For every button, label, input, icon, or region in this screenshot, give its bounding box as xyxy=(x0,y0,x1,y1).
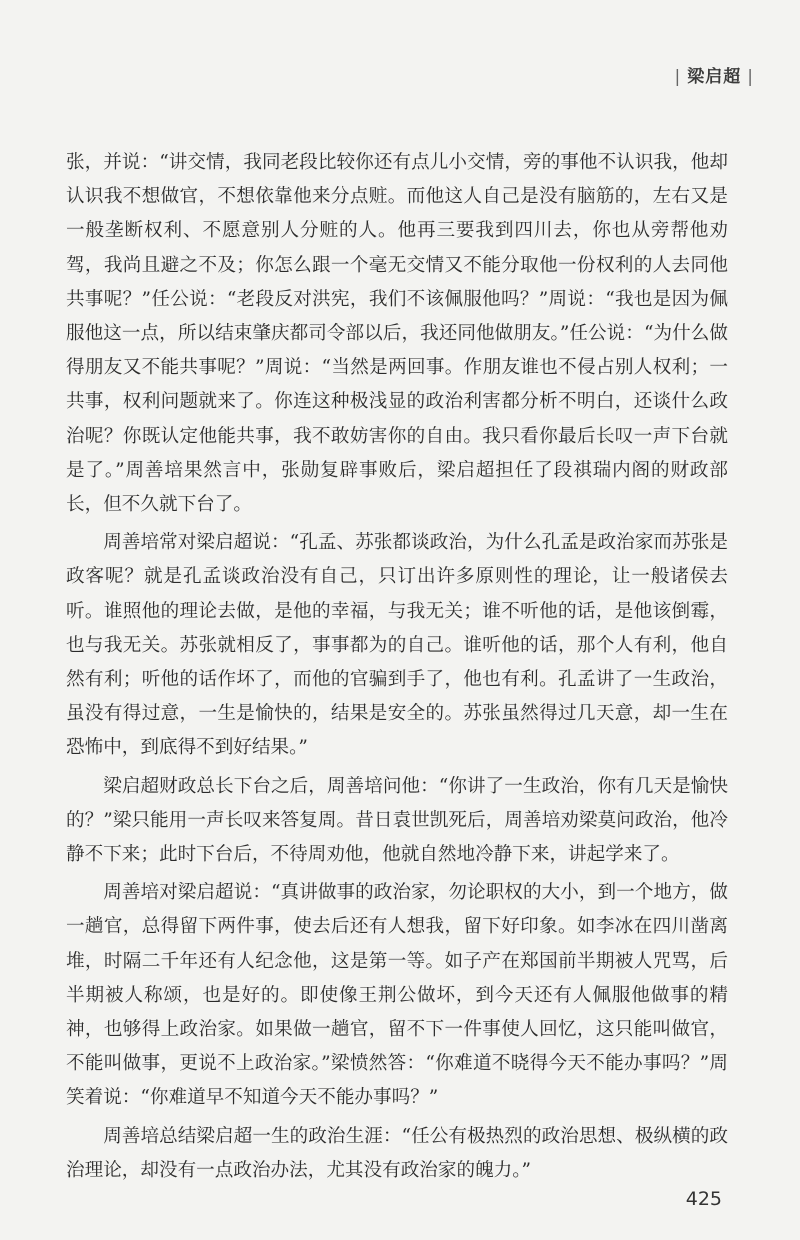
header-right-bar: | xyxy=(747,67,754,87)
header-left-bar: | xyxy=(674,67,682,87)
running-header xyxy=(669,62,760,87)
paragraph: 周善培常对梁启超说：“孔孟、苏张都谈政治，为什么孔孟是政治家而苏张是政客呢？就是孔孟谈政治没有自己，只订出许多原则性的理论，让一般诸侯去听。谁照他的理论去做，是他的幸福，与我无关；谁不听他的话，是他该倒霉，也与我无关。苏张就相反了，事事都为的自己。谁听他的话，那个人有利，他自然有利；听他的话作坏了，而他的官骗到手了，他也有利。孔孟讲了一生政治，虽没有得过意，一生是愉快的，结果是安全的。苏张虽然得过几天意，却一生在恐怖中，到底得不到好结果。” xyxy=(66,532,728,759)
body-text xyxy=(66,146,728,1192)
paragraph: 梁启超财政总长下台之后，周善培问他：“你讲了一生政治，你有几天是愉快的？”梁只能用一声长叹来答复周。昔日袁世凯死后，周善培劝梁莫问政治，他冷静不下来；此时下台后，不待周劝他，他就自然地冷静下来，讲起学来了。 xyxy=(66,775,728,866)
paragraph: 周善培总结梁启超一生的政治生涯：“任公有极热烈的政治思想、极纵横的政治理论，却没有一点政治办法，尤其没有政治家的魄力。” xyxy=(66,1125,728,1181)
chapter-title: 梁启超 xyxy=(687,67,742,87)
paragraph: 张，并说：“讲交情，我同老段比较你还有点儿小交情，旁的事他不认识我，他却认识我不想做官，不想依靠他来分点赃。而他这人自己是没有脑筋的，左右又是一般垄断权利、不愿意别人分赃的人。他再三要我到四川去，你也从旁帮他劝驾，我尚且避之不及；你怎么跟一个毫无交情又不能分取他一份权利的人去同他共事呢？”任公说：“老段反对洪宪，我们不该佩服他吗？”周说：“我也是因为佩服他这一点，所以结束肇庆都司令部以后，我还同他做朋友。”任公说：“为什么做得朋友又不能共事呢？”周说：“当然是两回事。作朋友谁也不侵占别人权利；一共事，权利问题就来了。你连这种极浅显的政治利害都分析不明白，还谈什么政治呢？你既认定他能共事，我不敢妨害你的自由。我只看你最后长叹一声下台就是了。”周善培果然言中，张勋复辟事败后，梁启超担任了段祺瑞内阁的财政部长，但不久就下台了。 xyxy=(66,152,728,516)
page-number: 425 xyxy=(685,1188,722,1210)
paragraph: 周善培对梁启超说：“真讲做事的政治家，勿论职权的大小，到一个地方，做一趟官，总得留下两件事，使去后还有人想我，留下好印象。如李冰在四川凿离堆，时隔二千年还有人纪念他，这是第一等。如子产在郑国前半期被人咒骂，后半期被人称颂，也是好的。即使像王荆公做坏，到今天还有人佩服他做事的精神，也够得上政治家。如果做一趟官，留不下一件事使人回忆，这只能叫做官，不能叫做事，更说不上政治家。”梁愤然答：“你难道不晓得今天不能办事吗？”周笑着说：“你难道早不知道今天不能办事吗？” xyxy=(66,882,728,1109)
